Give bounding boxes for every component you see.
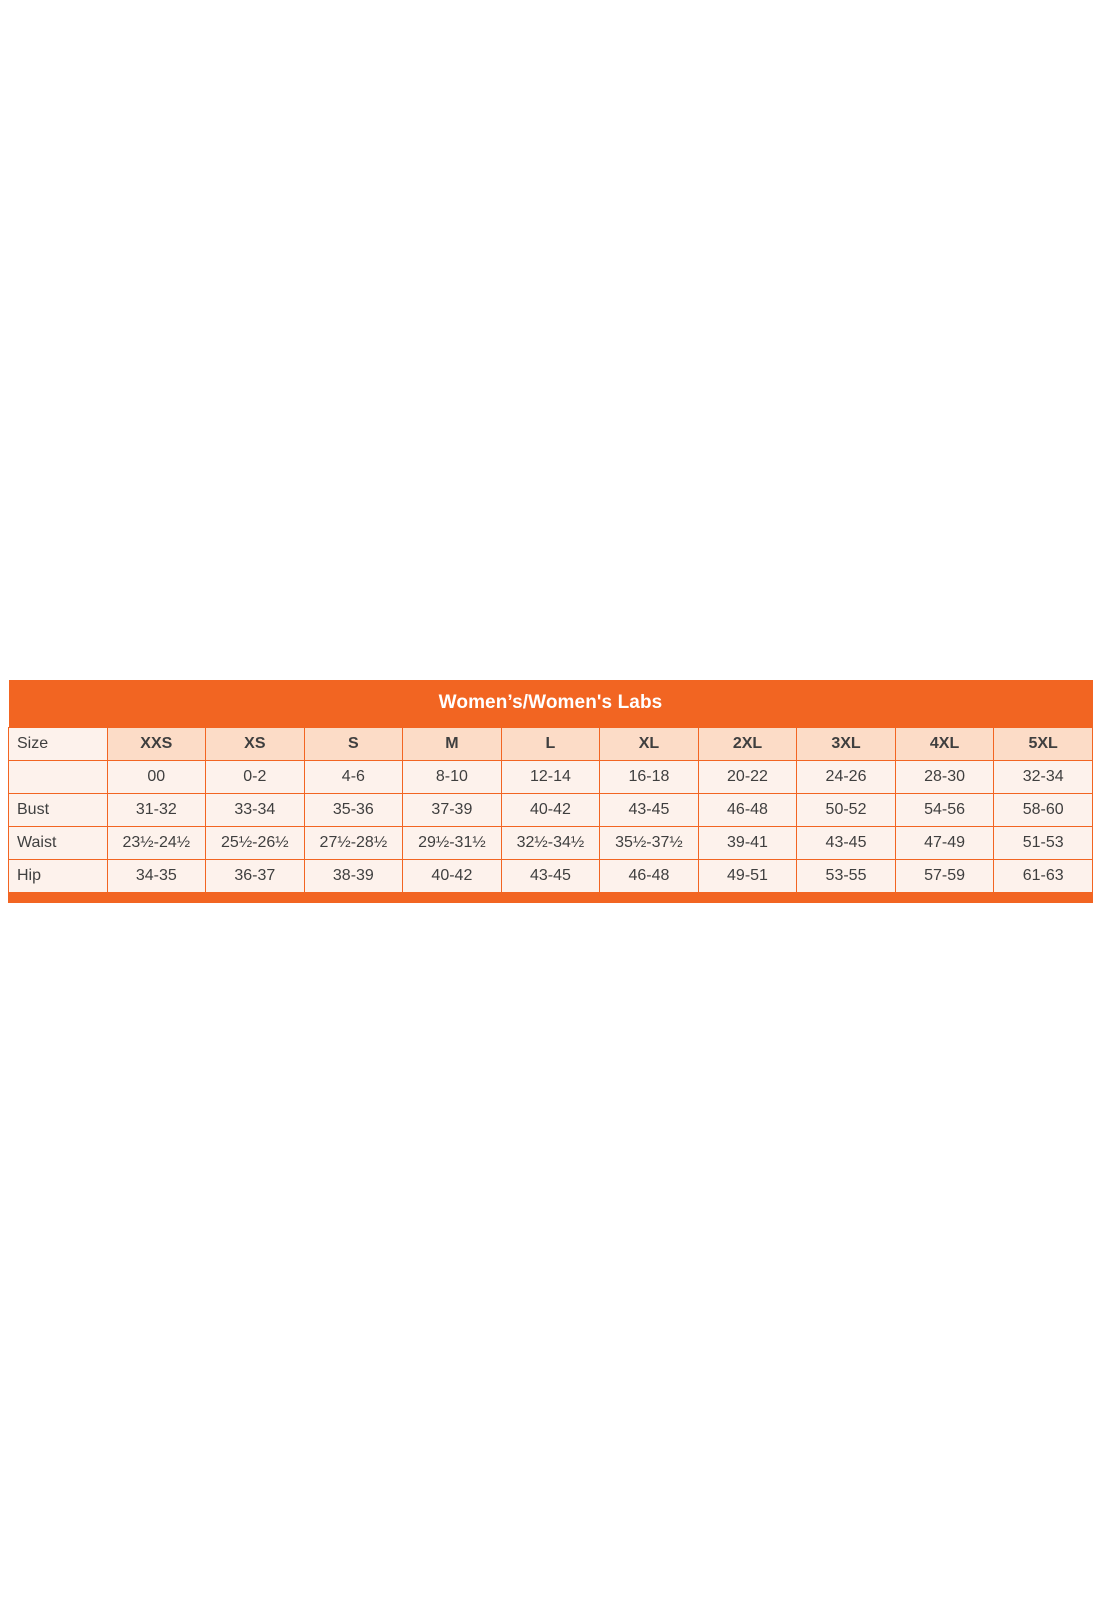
numeric-size-cell: 00 bbox=[107, 761, 206, 794]
numeric-size-cell: 28-30 bbox=[895, 761, 994, 794]
measurement-label: Hip bbox=[9, 860, 108, 893]
measurement-cell: 33-34 bbox=[206, 794, 305, 827]
measurement-cell: 25½-26½ bbox=[206, 827, 305, 860]
measurement-cell: 35-36 bbox=[304, 794, 403, 827]
table-row bbox=[9, 860, 1093, 893]
measurement-cell: 46-48 bbox=[600, 860, 699, 893]
size-chart-container bbox=[8, 680, 1093, 903]
size-header-cell: XL bbox=[600, 728, 699, 761]
measurement-label: Waist bbox=[9, 827, 108, 860]
measurement-cell: 31-32 bbox=[107, 794, 206, 827]
numeric-row-label bbox=[9, 761, 108, 794]
numeric-size-cell: 32-34 bbox=[994, 761, 1093, 794]
size-header-row bbox=[9, 728, 1093, 761]
measurement-cell: 54-56 bbox=[895, 794, 994, 827]
numeric-size-cell: 16-18 bbox=[600, 761, 699, 794]
size-header-cell: 3XL bbox=[797, 728, 896, 761]
measurement-cell: 34-35 bbox=[107, 860, 206, 893]
measurement-cell: 53-55 bbox=[797, 860, 896, 893]
measurement-cell: 38-39 bbox=[304, 860, 403, 893]
size-header-cell: S bbox=[304, 728, 403, 761]
measurement-cell: 40-42 bbox=[403, 860, 502, 893]
size-header-cell: 5XL bbox=[994, 728, 1093, 761]
measurement-cell: 46-48 bbox=[698, 794, 797, 827]
row-label-header: Size bbox=[9, 728, 108, 761]
measurement-cell: 32½-34½ bbox=[501, 827, 600, 860]
measurement-cell: 47-49 bbox=[895, 827, 994, 860]
measurement-cell: 58-60 bbox=[994, 794, 1093, 827]
chart-title: Women’s/Women's Labs bbox=[9, 680, 1093, 728]
numeric-size-cell: 12-14 bbox=[501, 761, 600, 794]
size-header-cell: 4XL bbox=[895, 728, 994, 761]
measurement-cell: 57-59 bbox=[895, 860, 994, 893]
measurement-cell: 37-39 bbox=[403, 794, 502, 827]
table-row bbox=[9, 794, 1093, 827]
numeric-size-cell: 0-2 bbox=[206, 761, 305, 794]
size-header-cell: XS bbox=[206, 728, 305, 761]
size-header-cell: L bbox=[501, 728, 600, 761]
measurement-cell: 43-45 bbox=[501, 860, 600, 893]
measurement-cell: 51-53 bbox=[994, 827, 1093, 860]
size-chart-table bbox=[8, 680, 1093, 893]
measurement-cell: 40-42 bbox=[501, 794, 600, 827]
accent-bottom-bar bbox=[8, 893, 1093, 903]
table-row bbox=[9, 827, 1093, 860]
size-header-cell: 2XL bbox=[698, 728, 797, 761]
measurement-cell: 29½-31½ bbox=[403, 827, 502, 860]
numeric-size-cell: 4-6 bbox=[304, 761, 403, 794]
measurement-cell: 27½-28½ bbox=[304, 827, 403, 860]
numeric-size-cell: 20-22 bbox=[698, 761, 797, 794]
measurement-cell: 43-45 bbox=[797, 827, 896, 860]
measurement-cell: 50-52 bbox=[797, 794, 896, 827]
measurement-cell: 49-51 bbox=[698, 860, 797, 893]
numeric-size-row bbox=[9, 761, 1093, 794]
measurement-cell: 23½-24½ bbox=[107, 827, 206, 860]
numeric-size-cell: 24-26 bbox=[797, 761, 896, 794]
measurement-cell: 36-37 bbox=[206, 860, 305, 893]
size-header-cell: XXS bbox=[107, 728, 206, 761]
measurement-cell: 43-45 bbox=[600, 794, 699, 827]
measurement-label: Bust bbox=[9, 794, 108, 827]
numeric-size-cell: 8-10 bbox=[403, 761, 502, 794]
measurement-cell: 61-63 bbox=[994, 860, 1093, 893]
measurement-cell: 39-41 bbox=[698, 827, 797, 860]
chart-title-row bbox=[9, 680, 1093, 728]
measurement-cell: 35½-37½ bbox=[600, 827, 699, 860]
size-header-cell: M bbox=[403, 728, 502, 761]
